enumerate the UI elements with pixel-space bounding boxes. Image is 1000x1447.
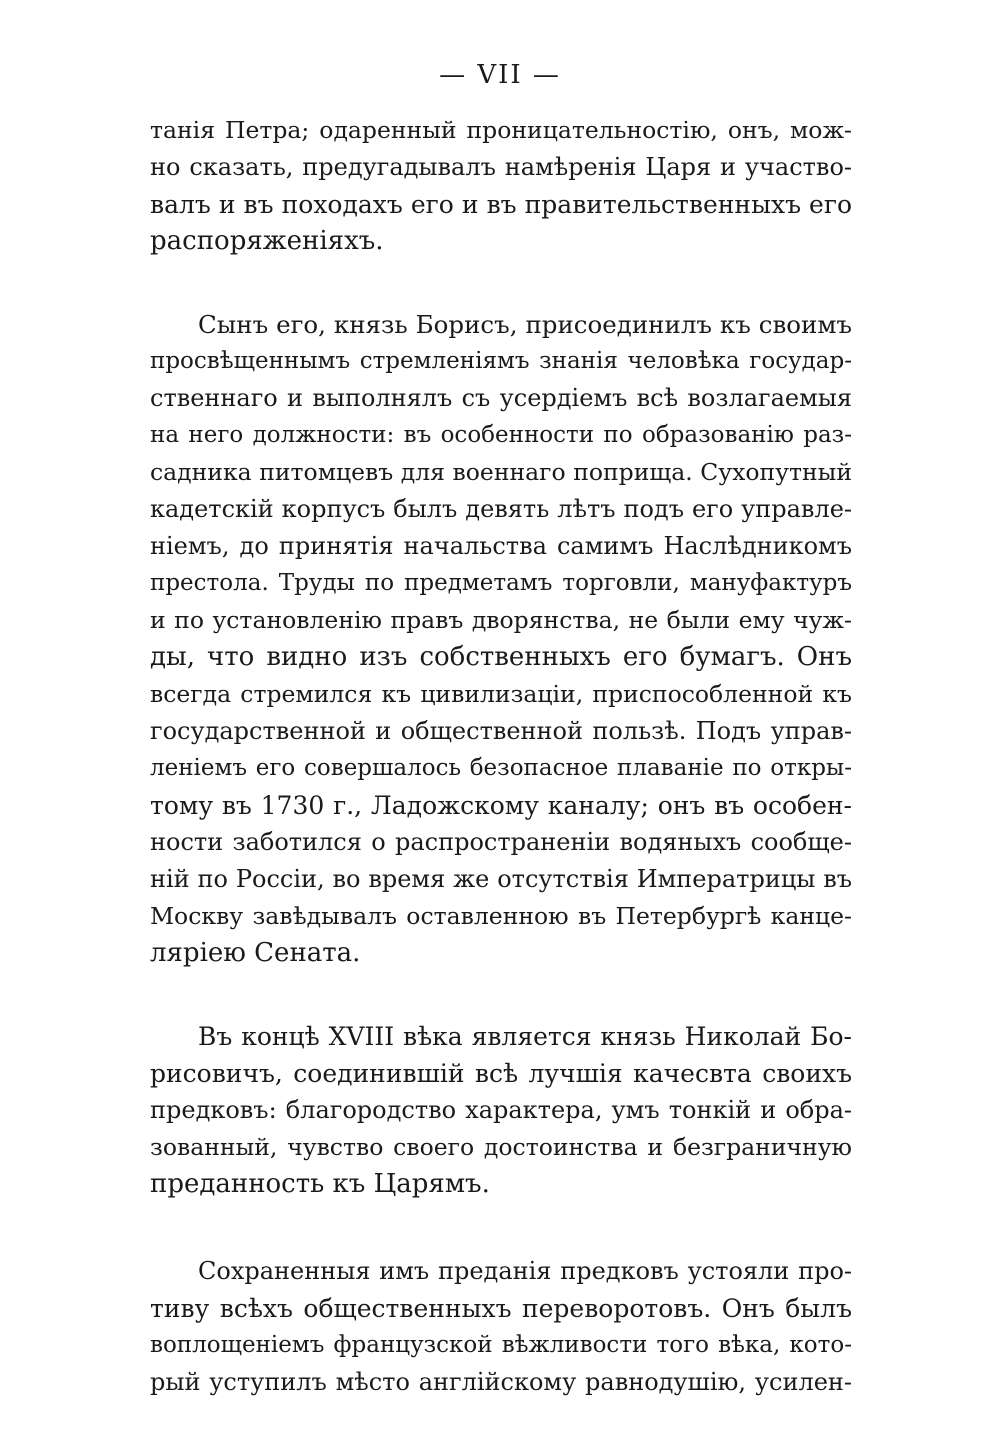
text-line: престола. Труды по предметамъ торговли, мануфактуръ (150, 570, 852, 596)
paragraph-2 (150, 306, 852, 972)
paragraph-3 (150, 1018, 852, 1203)
text-line: всегда стремился къ цивилизаціи, приспособленной къ (150, 680, 852, 708)
text-line: кадетскій корпусъ былъ девять лѣтъ подъ его управле- (150, 495, 852, 523)
text-line: распоряженіяхъ. (150, 226, 384, 256)
text-column (150, 112, 852, 1447)
text-line: ляріею Сената. (150, 938, 361, 968)
text-line: тиву всѣхъ общественныхъ переворотовъ. Онъ былъ (150, 1294, 852, 1323)
text-line: ды, что видно изъ собственныхъ его бумагъ. Онъ (150, 642, 852, 672)
text-line: тому въ 1730 г., Ладожскому каналу; онъ въ особен- (150, 791, 852, 820)
text-line: и по установленію правъ дворянства, не были ему чуж- (150, 606, 852, 634)
paragraph-4 (150, 1253, 852, 1401)
text-line: Въ концѣ XVIII вѣка является князь Николай Бо- (198, 1022, 852, 1051)
text-line: рисовичъ, соединившій всѣ лучшія качесвта своихъ (150, 1059, 852, 1088)
text-line: леніемъ его совершалось безопасное плаваніе по откры- (150, 755, 852, 781)
text-line: просвѣщеннымъ стремленіямъ знанія человѣка государ- (150, 348, 852, 374)
text-line: на него должности: въ особенности по образованію раз- (150, 422, 852, 448)
text-line: ній по Россіи, во время же отсутствія Императрицы въ (150, 865, 852, 893)
page-number: — VII — (439, 60, 561, 90)
text-line: воплощеніемъ французской вѣжливости того вѣка, кото- (150, 1332, 852, 1358)
paragraph-1 (150, 112, 852, 260)
text-line: государственной и общественной пользѣ. Подъ управ- (150, 717, 852, 745)
text-line: садника питомцевъ для военнаго поприща. Сухопутный (150, 458, 852, 486)
text-line: Сохраненныя имъ преданія предковъ устояли про- (198, 1257, 852, 1285)
text-line: ности заботился о распространеніи водяныхъ сообще- (150, 828, 852, 856)
text-line: предковъ: благородство характера, умъ тонкій и обра- (150, 1096, 852, 1124)
text-line: ніемъ, до принятія начальства самимъ Наслѣдникомъ (150, 532, 852, 560)
text-line: преданность къ Царямъ. (150, 1169, 490, 1199)
text-line: но сказать, предугадывалъ намѣренія Царя и участво- (150, 153, 852, 181)
text-line: Москву завѣдывалъ оставленною въ Петербургѣ канце- (150, 902, 852, 930)
text-line: ственнаго и выполнялъ съ усердіемъ всѣ возлагаемыя (150, 384, 852, 412)
text-line: танія Петра; одаренный проницательностію, онъ, мож- (150, 116, 852, 144)
text-line: валъ и въ походахъ его и въ правительственныхъ его (150, 190, 852, 219)
text-line: зованный, чувство своего достоинства и безграничную (150, 1133, 852, 1161)
text-line: рый уступилъ мѣсто англійскому равнодушію, усилен- (150, 1368, 852, 1396)
text-line: Сынъ его, князь Борисъ, присоединилъ къ своимъ (198, 310, 852, 339)
